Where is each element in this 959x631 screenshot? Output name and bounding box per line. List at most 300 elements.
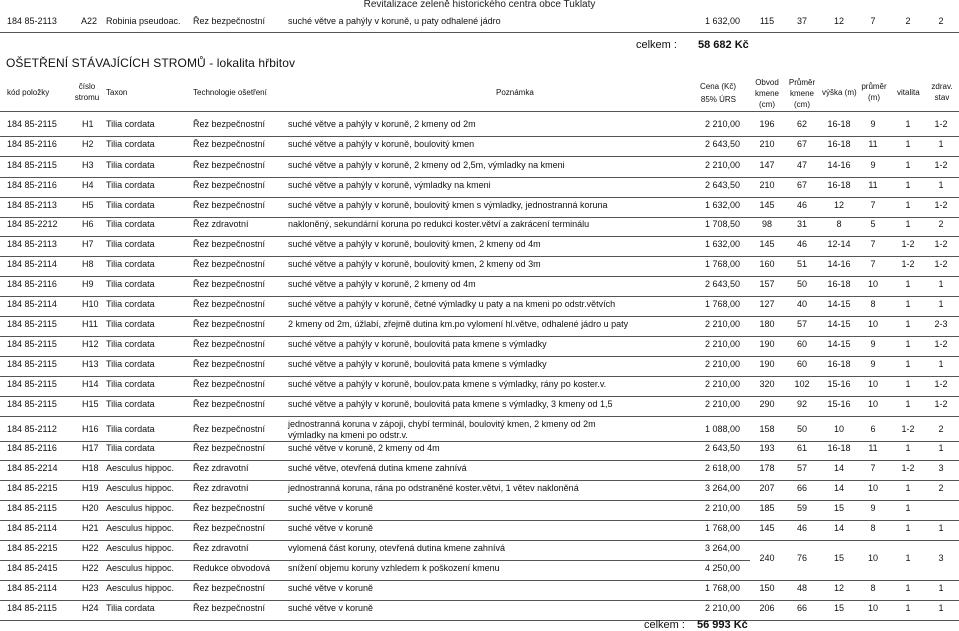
cell-obvod: 190 xyxy=(759,339,775,349)
header-cislo-2: stromu xyxy=(74,93,100,102)
cell-zdrav: 1 xyxy=(938,139,944,149)
cell-obvod: 240 xyxy=(759,553,775,563)
cell-obvod: 98 xyxy=(761,219,772,229)
cell-obvod: 158 xyxy=(759,424,775,434)
cell-vyska: 14-15 xyxy=(827,319,851,329)
cell-taxon: Tilia cordata xyxy=(106,180,155,190)
cell-cena: 1 708,50 xyxy=(704,219,740,229)
cell-vyska: 15 xyxy=(833,553,844,563)
cell-kod: 184 85-2112 xyxy=(7,424,57,434)
header-note: Poznámka xyxy=(496,88,534,97)
cell-cislo: H15 xyxy=(82,399,99,409)
table-row xyxy=(0,180,959,194)
cell-tech: Řez zdravotní xyxy=(193,483,249,493)
cell-note: suché větve a pahýly v koruně, u paty odhalené jádro xyxy=(288,16,501,26)
cell-kod: 184 85-2115 xyxy=(7,379,57,389)
cell-vitalita: 1 xyxy=(905,379,911,389)
table-row xyxy=(0,259,959,273)
table-row xyxy=(0,359,959,373)
row-divider xyxy=(0,396,959,397)
cell-vitalita: 1 xyxy=(905,553,911,563)
row-divider xyxy=(0,256,959,257)
cell-prumer-k: 57 xyxy=(796,319,807,329)
row-divider xyxy=(0,32,959,33)
cell-vitalita: 1 xyxy=(905,483,911,493)
cell-cislo: H7 xyxy=(82,239,94,249)
cell-tech: Řez bezpečnostní xyxy=(193,583,266,593)
cell-cislo: H2 xyxy=(82,139,94,149)
cell-taxon: Aesculus hippoc. xyxy=(106,483,175,493)
cell-taxon: Aesculus hippoc. xyxy=(106,583,175,593)
cell-cena: 1 632,00 xyxy=(704,16,740,26)
cell-prumer: 11 xyxy=(868,180,878,190)
cell-vitalita: 1 xyxy=(905,219,911,229)
cell-prumer: 11 xyxy=(868,443,878,453)
cell-note: suché větve, otevřená dutina kmene zahnívá xyxy=(288,463,467,473)
cell-taxon: Robinia pseudoac. xyxy=(106,16,181,26)
cell-vyska: 16-18 xyxy=(827,119,851,129)
header-vitalita: vitalita xyxy=(897,88,920,97)
row-divider xyxy=(0,560,750,561)
cell-note: suché větve v koruně xyxy=(288,583,374,593)
cell-obvod: 206 xyxy=(759,603,775,613)
cell-tech: Řez bezpečnostní xyxy=(193,399,266,409)
cell-prumer: 10 xyxy=(867,483,878,493)
table-row xyxy=(0,319,959,333)
cell-zdrav: 3 xyxy=(938,553,944,563)
section-total-label: celkem : xyxy=(636,39,677,51)
table-row xyxy=(0,160,959,174)
cell-note: suché větve a pahýly v koruně, boulovitý kmen xyxy=(288,139,475,149)
cell-obvod: 147 xyxy=(759,160,775,170)
cell-note: suché větve a pahýly v koruně, četné výmladky u paty a na kmeni po odstr.větvích xyxy=(288,299,616,309)
header-obvod-3: (cm) xyxy=(759,100,775,109)
cell-prumer-k: 67 xyxy=(796,139,807,149)
cell-cena: 1 768,00 xyxy=(704,523,740,533)
header-divider xyxy=(0,111,959,112)
cell-taxon: Tilia cordata xyxy=(106,319,155,329)
footer-total-value: 56 993 Kč xyxy=(697,619,748,631)
cell-prumer-k: 40 xyxy=(796,299,807,309)
cell-cislo: H14 xyxy=(82,379,99,389)
cell-prumer-k: 66 xyxy=(796,483,807,493)
cell-vyska: 14 xyxy=(833,523,844,533)
cell-prumer-k: 48 xyxy=(796,583,807,593)
cell-obvod: 157 xyxy=(759,279,775,289)
cell-cena: 2 210,00 xyxy=(704,319,740,329)
cell-zdrav: 1 xyxy=(938,299,944,309)
table-row xyxy=(0,339,959,353)
cell-kod: 184 85-2115 xyxy=(7,160,57,170)
cell-obvod: 145 xyxy=(759,239,775,249)
cell-note: suché větve a pahýly v koruně, výmladky na kmeni xyxy=(288,180,491,190)
cell-prumer-k: 92 xyxy=(796,399,807,409)
cell-tech: Řez bezpečnostní xyxy=(193,200,266,210)
cell-vyska: 12 xyxy=(833,16,844,26)
cell-vyska: 10 xyxy=(833,424,844,434)
cell-tech: Řez bezpečnostní xyxy=(193,443,266,453)
table-row xyxy=(0,443,959,457)
cell-kod: 184 85-2113 xyxy=(7,200,57,210)
cell-kod: 184 85-2212 xyxy=(7,219,58,229)
cell-prumer-k: 62 xyxy=(796,119,807,129)
cell-cislo: H9 xyxy=(82,279,94,289)
cell-vyska: 14-15 xyxy=(827,339,851,349)
cell-kod: 184 85-2215 xyxy=(7,483,58,493)
row-divider xyxy=(0,416,959,417)
cell-obvod: 190 xyxy=(759,359,775,369)
header-prumer-kmene-2: kmene xyxy=(789,89,814,98)
cell-vitalita: 1 xyxy=(905,299,911,309)
cell-zdrav: 1-2 xyxy=(934,239,948,249)
section-title: OŠETŘENÍ STÁVAJÍCÍCH STROMŮ - lokalita hřbitov xyxy=(6,56,296,70)
cell-prumer: 9 xyxy=(870,339,876,349)
cell-zdrav: 3 xyxy=(938,463,944,473)
cell-obvod: 180 xyxy=(759,319,775,329)
cell-kod: 184 85-2114 xyxy=(7,299,57,309)
cell-prumer: 10 xyxy=(867,319,878,329)
cell-tech: Řez bezpečnostní xyxy=(193,279,266,289)
section-total-value: 58 682 Kč xyxy=(698,39,749,51)
cell-vitalita: 1 xyxy=(905,523,911,533)
header-taxon: Taxon xyxy=(106,88,128,97)
row-divider xyxy=(0,460,959,461)
cell-vyska: 16-18 xyxy=(827,443,851,453)
cell-prumer-k: 66 xyxy=(796,603,807,613)
cell-kod: 184 85-2113 xyxy=(7,239,57,249)
cell-note: jednostranná koruna v zápoji, chybí terminál, boulovitý kmen, 2 kmeny od 2m xyxy=(288,419,596,429)
cell-cislo: H16 xyxy=(82,424,99,434)
cell-cena: 3 264,00 xyxy=(704,543,740,553)
cell-taxon: Tilia cordata xyxy=(106,239,155,249)
cell-vitalita: 1-2 xyxy=(901,463,915,473)
cell-kod: 184 85-2116 xyxy=(7,279,57,289)
row-divider xyxy=(0,540,959,541)
cell-kod: 184 85-2115 xyxy=(7,119,57,129)
cell-taxon: Tilia cordata xyxy=(106,160,155,170)
cell-vyska: 16-18 xyxy=(827,139,851,149)
cell-vitalita: 1-2 xyxy=(901,259,915,269)
cell-obvod: 160 xyxy=(759,259,775,269)
cell-taxon: Aesculus hippoc. xyxy=(106,523,175,533)
cell-vyska: 16-18 xyxy=(827,180,851,190)
table-row xyxy=(0,503,959,517)
cell-cena: 2 210,00 xyxy=(704,339,740,349)
cell-obvod: 320 xyxy=(759,379,775,389)
cell-zdrav: 1 xyxy=(938,279,944,289)
table-header xyxy=(0,78,959,112)
cell-cislo: H5 xyxy=(82,200,94,210)
cell-cislo: H4 xyxy=(82,180,94,190)
cell-zdrav: 2 xyxy=(938,219,944,229)
cell-obvod: 145 xyxy=(759,523,775,533)
cell-prumer: 9 xyxy=(870,119,876,129)
cell-vyska: 8 xyxy=(836,219,842,229)
cell-prumer: 10 xyxy=(867,379,878,389)
cell-note: suché větve v koruně xyxy=(288,503,374,513)
cell-cena: 3 264,00 xyxy=(704,483,740,493)
cell-note: suché větve v koruně xyxy=(288,523,374,533)
cell-cislo: H8 xyxy=(82,259,94,269)
cell-tech: Redukce obvodová xyxy=(193,563,271,573)
cell-vitalita: 1 xyxy=(905,180,911,190)
cell-prumer: 5 xyxy=(870,219,876,229)
cell-prumer-k: 46 xyxy=(796,239,807,249)
cell-zdrav: 1-2 xyxy=(934,119,948,129)
cell-prumer: 8 xyxy=(870,583,876,593)
cell-obvod: 210 xyxy=(759,139,775,149)
cell-vyska: 12 xyxy=(833,583,844,593)
cell-cislo: H1 xyxy=(82,119,94,129)
cell-prumer: 8 xyxy=(870,299,876,309)
cell-prumer: 9 xyxy=(870,503,876,513)
cell-tech: Řez bezpečnostní xyxy=(193,503,266,513)
cell-obvod: 193 xyxy=(759,443,775,453)
header-cislo-1: číslo xyxy=(78,82,96,91)
footer-total-label: celkem : xyxy=(644,619,685,631)
header-prumer-2: (m) xyxy=(868,93,880,102)
cell-prumer-k: 61 xyxy=(796,443,807,453)
cell-note: suché větve a pahýly v koruně, boulovitý kmen s výmladky, jednostranná koruna xyxy=(288,200,608,210)
cell-cena: 1 632,00 xyxy=(704,239,740,249)
row-divider xyxy=(0,356,959,357)
cell-kod: 184 85-2116 xyxy=(7,180,57,190)
cell-taxon: Aesculus hippoc. xyxy=(106,543,175,553)
cell-kod: 184 85-2114 xyxy=(7,259,57,269)
cell-tech: Řez bezpečnostní xyxy=(193,139,266,149)
cell-vitalita: 1 xyxy=(905,119,911,129)
cell-tech: Řez bezpečnostní xyxy=(193,379,266,389)
cell-cislo: H12 xyxy=(82,339,99,349)
cell-prumer: 7 xyxy=(870,463,876,473)
table-row xyxy=(0,399,959,413)
cell-zdrav: 1-2 xyxy=(934,379,948,389)
cell-note: suché větve a pahýly v koruně, boulovitá pata kmene s výmladky xyxy=(288,359,547,369)
cell-vyska: 14-16 xyxy=(827,259,851,269)
cell-vyska: 12-14 xyxy=(827,239,851,249)
cell-prumer-k: 102 xyxy=(794,379,810,389)
cell-vitalita: 1 xyxy=(905,443,911,453)
cell-cislo: H10 xyxy=(82,299,99,309)
cell-cena: 2 210,00 xyxy=(704,399,740,409)
cell-vyska: 15-16 xyxy=(827,399,851,409)
cell-cena: 4 250,00 xyxy=(704,563,740,573)
cell-obvod: 290 xyxy=(759,399,775,409)
cell-zdrav: 1 xyxy=(938,359,944,369)
cell-vyska: 16-18 xyxy=(827,359,851,369)
cell-obvod: 127 xyxy=(759,299,775,309)
cell-note: suché větve v koruně, 2 kmeny od 4m xyxy=(288,443,440,453)
cell-prumer-k: 46 xyxy=(796,200,807,210)
cell-note: suché větve a pahýly v koruně, boulovitý kmen, 2 kmeny od 3m xyxy=(288,259,541,269)
cell-kod: 184 85-2214 xyxy=(7,463,58,473)
cell-obvod: 207 xyxy=(759,483,775,493)
cell-taxon: Tilia cordata xyxy=(106,379,155,389)
table-row xyxy=(0,583,959,597)
cell-note: suché větve v koruně xyxy=(288,603,374,613)
cell-tech: Řez bezpečnostní xyxy=(193,119,266,129)
cell-prumer: 7 xyxy=(870,259,876,269)
cell-taxon: Tilia cordata xyxy=(106,399,155,409)
cell-note: snížení objemu koruny vzhledem k poškození kmenu xyxy=(288,563,500,573)
row-divider xyxy=(0,500,959,501)
cell-taxon: Tilia cordata xyxy=(106,200,155,210)
table-row xyxy=(0,483,959,497)
header-cena-2: 85% ÚRS xyxy=(700,95,736,104)
cell-zdrav: 1 xyxy=(938,603,944,613)
cell-prumer-k: 60 xyxy=(796,339,807,349)
cell-kod: 184 85-2114 xyxy=(7,523,57,533)
cell-note: 2 kmeny od 2m, úžlabí, zřejmě dutina km.po vylomení hl.větve, odhalené jádro u paty xyxy=(288,319,629,329)
cell-obvod: 196 xyxy=(759,119,775,129)
cell-tech: Řez bezpečnostní xyxy=(193,180,266,190)
header-prumer-kmene-3: (cm) xyxy=(794,100,810,109)
cell-cislo: H13 xyxy=(82,359,99,369)
cell-vitalita: 1 xyxy=(905,200,911,210)
cell-vitalita: 1 xyxy=(905,503,911,513)
table-row xyxy=(0,463,959,477)
cell-prumer-k: 57 xyxy=(796,463,807,473)
row-divider xyxy=(0,580,959,581)
row-divider xyxy=(0,236,959,237)
cell-tech: Řez zdravotní xyxy=(193,543,249,553)
row-divider xyxy=(0,136,959,137)
cell-prumer: 6 xyxy=(870,424,876,434)
table-row xyxy=(0,299,959,313)
cell-vyska: 14 xyxy=(833,463,844,473)
cell-prumer: 10 xyxy=(867,553,878,563)
cell-cena: 2 643,50 xyxy=(704,279,740,289)
cell-prumer: 7 xyxy=(870,16,876,26)
header-prumer-1: průměr xyxy=(861,82,887,91)
table-row xyxy=(0,119,959,133)
cell-tech: Řez bezpečnostní xyxy=(193,299,266,309)
cell-vitalita: 1 xyxy=(905,160,911,170)
cell-taxon: Tilia cordata xyxy=(106,119,155,129)
cell-vitalita: 1 xyxy=(905,319,911,329)
cell-vyska: 15-16 xyxy=(827,379,851,389)
cell-taxon: Tilia cordata xyxy=(106,339,155,349)
cell-vitalita: 1 xyxy=(905,279,911,289)
cell-cena: 2 643,50 xyxy=(704,443,740,453)
table-row xyxy=(0,419,959,441)
cell-note: jednostranná koruna, rána po odstraněné koster.větvi, 1 větev nakloněná xyxy=(288,483,579,493)
cell-cena: 2 210,00 xyxy=(704,503,740,513)
cell-cislo: H24 xyxy=(82,603,99,613)
cell-prumer-k: 50 xyxy=(796,424,807,434)
header-zdrav-2: stav xyxy=(934,93,950,102)
cell-note-line-2: výmladky na kmeni po odstr.v. xyxy=(288,430,408,440)
cell-vitalita: 1 xyxy=(905,139,911,149)
cell-tech: Řez bezpečnostní xyxy=(193,424,266,434)
cell-note: suché větve a pahýly v koruně, 2 kmeny od 2m xyxy=(288,119,476,129)
cell-taxon: Aesculus hippoc. xyxy=(106,503,175,513)
table-row xyxy=(0,523,959,537)
header-prumer-kmene-1: Průměr xyxy=(788,78,816,87)
table-row-top xyxy=(0,16,959,30)
cell-kod: 184 85-2113 xyxy=(7,16,57,26)
cell-obvod: 178 xyxy=(759,463,775,473)
cell-vitalita: 1 xyxy=(905,339,911,349)
header-zdrav-1: zdrav. xyxy=(931,82,953,91)
cell-zdrav: 1 xyxy=(938,180,944,190)
cell-cislo: H23 xyxy=(82,583,99,593)
header-tech: Technologie ošetření xyxy=(193,88,267,97)
cell-kod: 184 85-2115 xyxy=(7,359,57,369)
cell-zdrav: 1-2 xyxy=(934,200,948,210)
cell-kod: 184 85-2115 xyxy=(7,339,57,349)
cell-kod: 184 85-2215 xyxy=(7,543,58,553)
header-vyska: výška (m) xyxy=(822,88,857,97)
cell-note: suché větve a pahýly v koruně, boulov.pata kmene s výmladky, rány po koster.v. xyxy=(288,379,607,389)
cell-taxon: Tilia cordata xyxy=(106,424,155,434)
cell-cislo: H20 xyxy=(82,503,99,513)
cell-tech: Řez bezpečnostní xyxy=(193,259,266,269)
row-divider xyxy=(0,441,959,442)
header-obvod-1: Obvod xyxy=(755,78,779,87)
cell-prumer-k: 76 xyxy=(796,553,807,563)
cell-taxon: Tilia cordata xyxy=(106,219,155,229)
cell-obvod: 115 xyxy=(759,16,775,26)
cell-prumer: 9 xyxy=(870,359,876,369)
cell-vitalita: 1 xyxy=(905,603,911,613)
cell-tech: Řez bezpečnostní xyxy=(193,359,266,369)
cell-prumer: 8 xyxy=(870,523,876,533)
cell-tech: Řez bezpečnostní xyxy=(193,523,266,533)
cell-taxon: Aesculus hippoc. xyxy=(106,563,175,573)
cell-vyska: 16-18 xyxy=(827,279,851,289)
cell-cena: 2 210,00 xyxy=(704,119,740,129)
cell-note: suché větve a pahýly v koruně, boulovitá pata kmene s výmladky xyxy=(288,339,547,349)
cell-prumer: 7 xyxy=(870,200,876,210)
cell-zdrav: 2 xyxy=(938,424,944,434)
cell-tech: Řez bezpečnostní xyxy=(193,339,266,349)
cell-prumer: 9 xyxy=(870,160,876,170)
cell-prumer-k: 31 xyxy=(796,219,807,229)
row-divider xyxy=(0,316,959,317)
row-divider xyxy=(0,296,959,297)
cell-vitalita: 1 xyxy=(905,359,911,369)
cell-cena: 2 618,00 xyxy=(704,463,740,473)
cell-zdrav: 1 xyxy=(938,523,944,533)
cell-kod: 184 85-2115 xyxy=(7,399,57,409)
cell-prumer-k: 59 xyxy=(796,503,807,513)
cell-kod: 184 85-2415 xyxy=(7,563,58,573)
row-divider xyxy=(0,376,959,377)
cell-vitalita: 1 xyxy=(905,399,911,409)
cell-cislo: A22 xyxy=(81,16,98,26)
cell-vyska: 14 xyxy=(833,483,844,493)
document-title: Revitalizace zeleně historického centra obce Tuklaty xyxy=(363,0,596,10)
cell-zdrav: 2 xyxy=(938,483,944,493)
cell-cislo: H6 xyxy=(82,219,94,229)
cell-note: suché větve a pahýly v koruně, boulovitá pata kmene s výmladky, 3 kmeny od 1,5 xyxy=(288,399,613,409)
cell-prumer: 10 xyxy=(867,279,878,289)
table-row xyxy=(0,553,959,577)
cell-vyska: 15 xyxy=(833,503,844,513)
cell-cena: 1 088,00 xyxy=(704,424,740,434)
cell-cislo: H17 xyxy=(82,443,99,453)
cell-note: suché větve a pahýly v koruně, 2 kmeny od 2,5m, výmladky na kmeni xyxy=(288,160,565,170)
cell-zdrav: 2-3 xyxy=(934,319,948,329)
table-row xyxy=(0,239,959,253)
cell-tech: Řez bezpečnostní xyxy=(193,239,266,249)
cell-cena: 2 210,00 xyxy=(704,359,740,369)
cell-zdrav: 1 xyxy=(938,443,944,453)
row-divider xyxy=(0,480,959,481)
cell-kod: 184 85-2115 xyxy=(7,503,57,513)
cell-cena: 2 643,50 xyxy=(704,139,740,149)
